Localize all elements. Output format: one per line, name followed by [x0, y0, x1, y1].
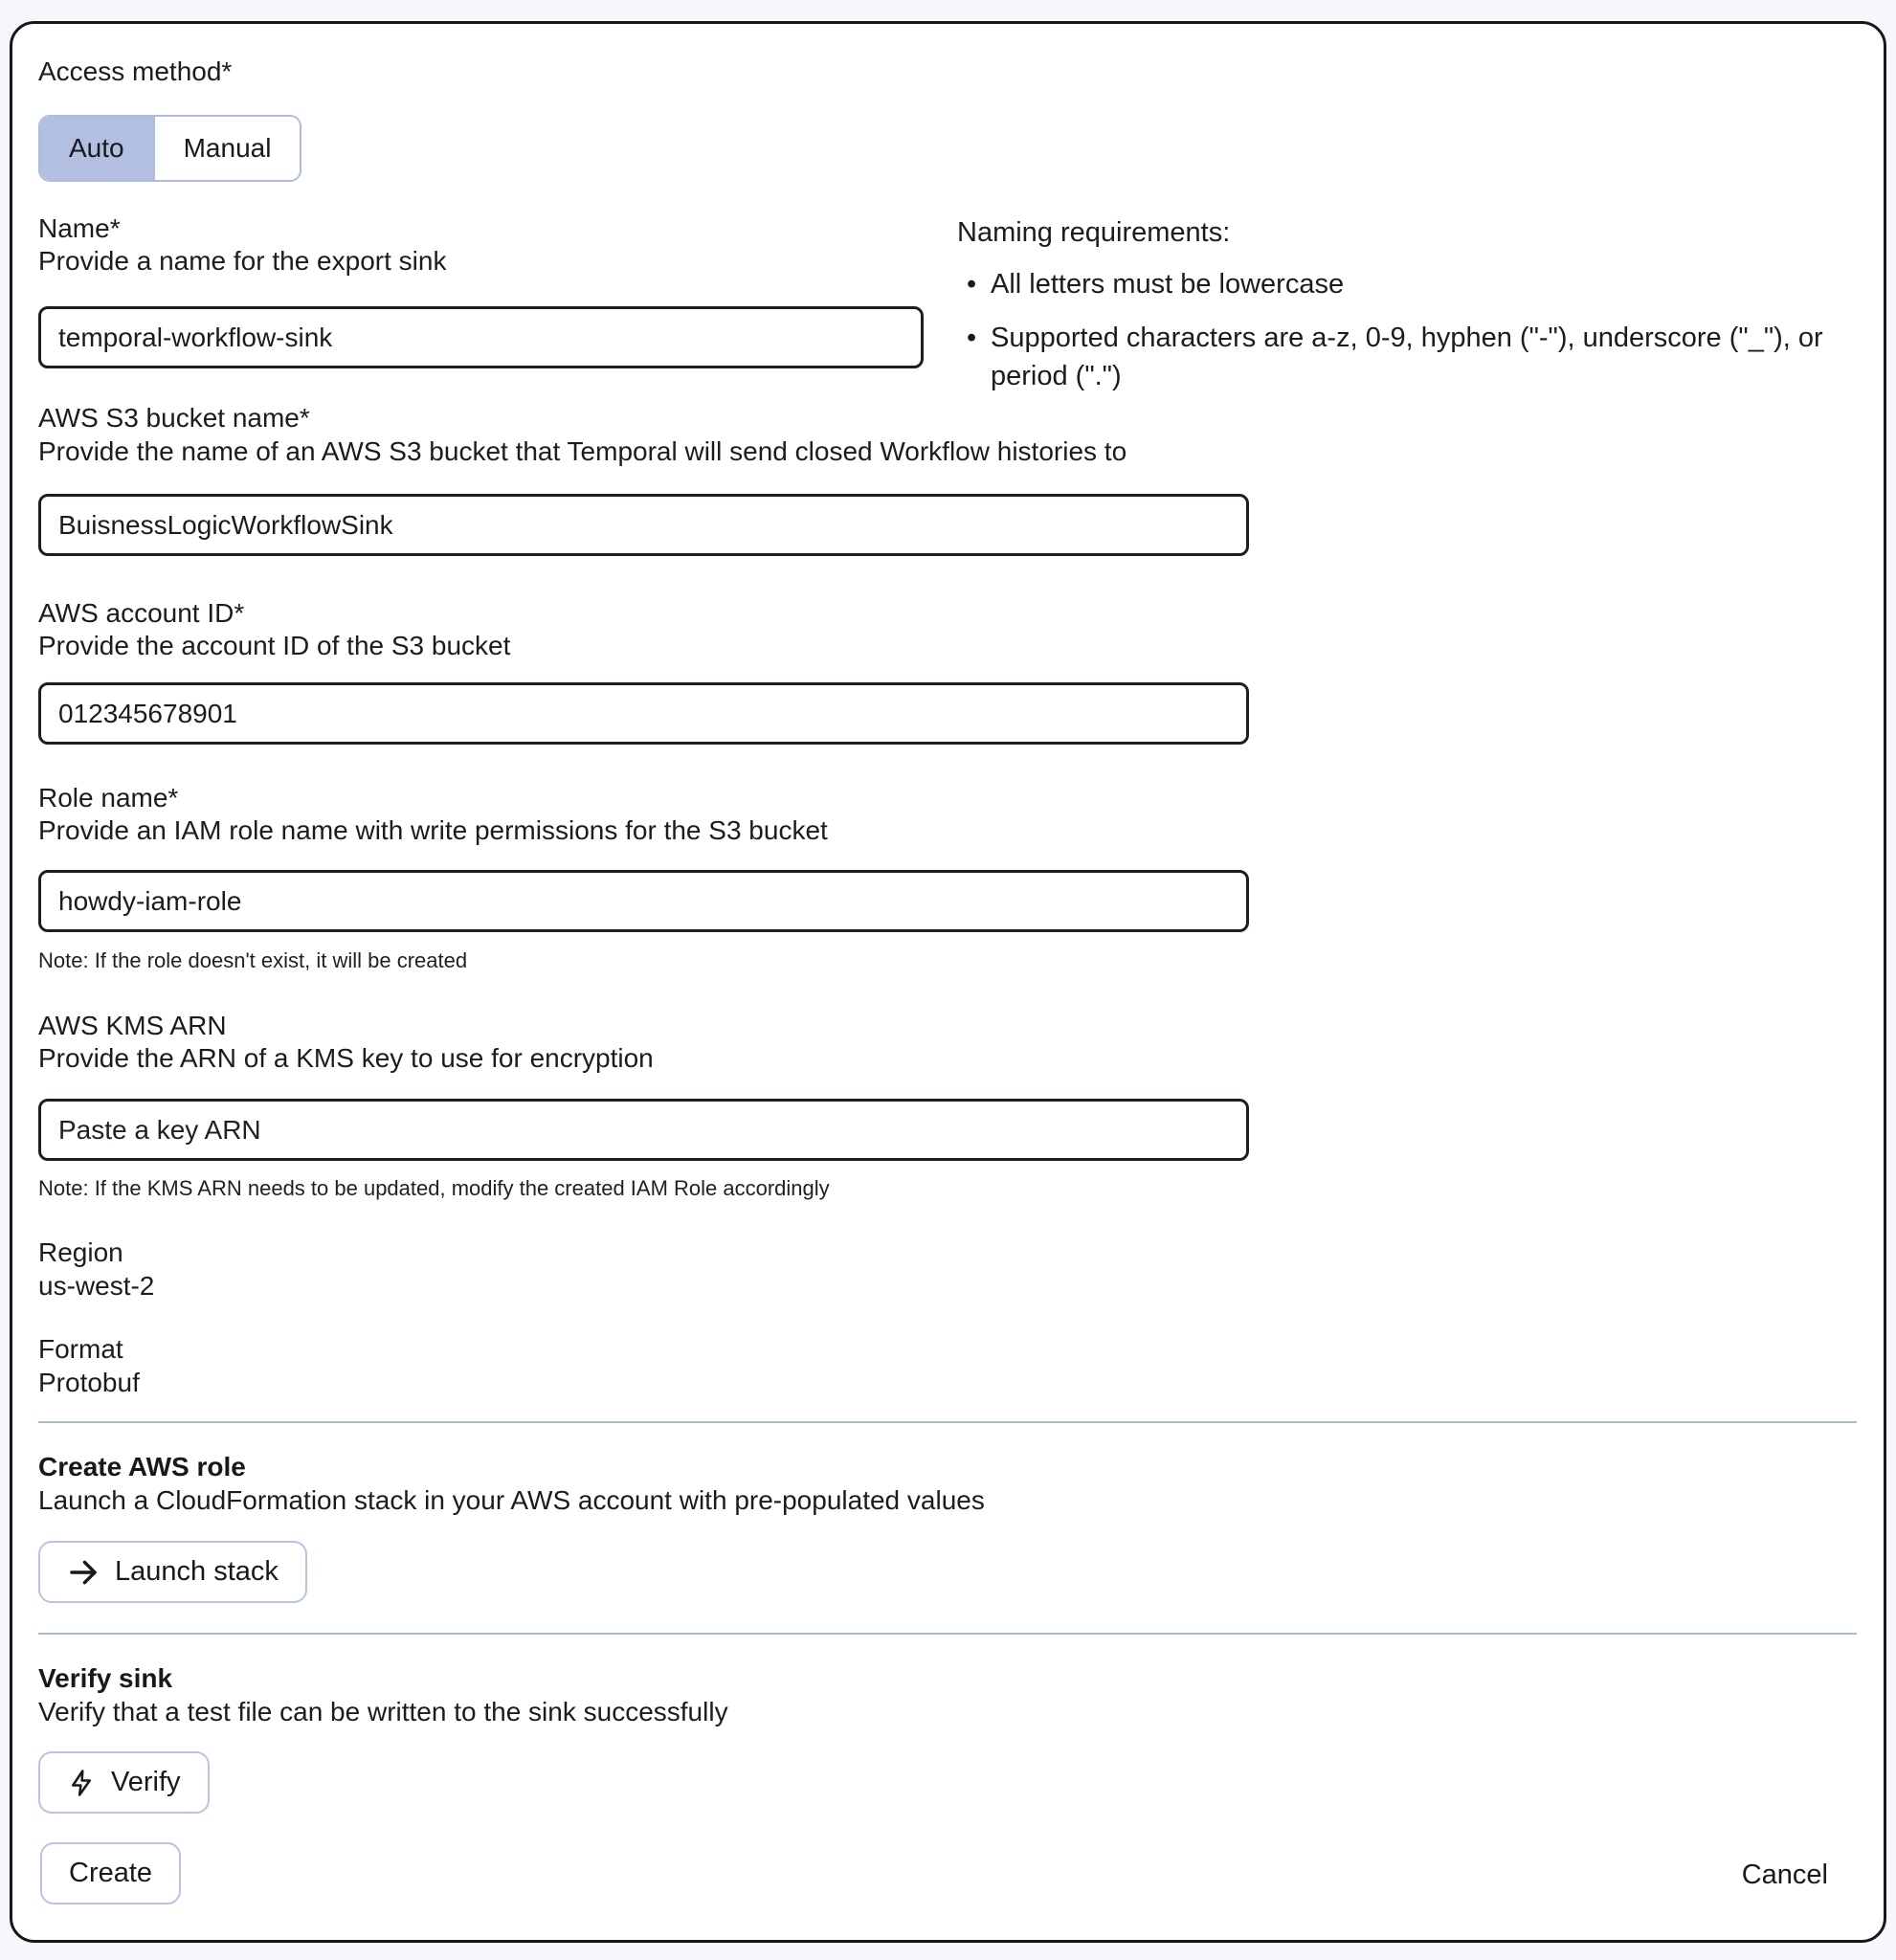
- bullet-icon: •: [967, 323, 977, 353]
- cancel-button[interactable]: Cancel: [1741, 1860, 1828, 1890]
- export-sink-form-card: [10, 21, 1886, 1943]
- naming-requirements: [957, 215, 1862, 395]
- role-name-label: Role name*: [38, 783, 179, 813]
- role-name-note: Note: If the role doesn't exist, it will be created: [38, 948, 468, 972]
- kms-arn-description: Provide the ARN of a KMS key to use for encryption: [38, 1043, 654, 1073]
- naming-requirements-title: Naming requirements:: [957, 217, 1231, 248]
- arrow-right-icon: [67, 1556, 100, 1589]
- region-value: us-west-2: [38, 1271, 155, 1301]
- name-field-label: Name*: [38, 213, 121, 243]
- toggle-option-auto[interactable]: Auto: [40, 117, 153, 180]
- launch-stack-button[interactable]: [38, 1541, 307, 1603]
- naming-requirements-list: [957, 265, 1862, 395]
- kms-arn-note: Note: If the KMS ARN needs to be updated, modify the created IAM Role accordingly: [38, 1176, 830, 1200]
- account-id-input[interactable]: [38, 682, 1249, 745]
- access-method-toggle: [38, 115, 301, 182]
- section-divider: [38, 1421, 1857, 1423]
- role-name-description: Provide an IAM role name with write permissions for the S3 bucket: [38, 815, 828, 845]
- lightning-icon: [67, 1768, 96, 1798]
- verify-sink-description: Verify that a test file can be written to the sink successfully: [38, 1697, 728, 1726]
- role-name-input[interactable]: [38, 870, 1249, 932]
- create-role-description: Launch a CloudFormation stack in your AWS account with pre-populated values: [38, 1485, 985, 1515]
- section-divider: [38, 1633, 1857, 1635]
- region-label: Region: [38, 1237, 123, 1267]
- name-input[interactable]: [38, 306, 924, 368]
- verify-button[interactable]: [38, 1751, 210, 1814]
- naming-requirement-item: • Supported characters are a-z, 0-9, hyphen ("-"), underscore ("_"), or period ("."): [957, 319, 1862, 395]
- s3-bucket-description: Provide the name of an AWS S3 bucket that Temporal will send closed Workflow histories to: [38, 436, 1127, 466]
- format-value: Protobuf: [38, 1368, 140, 1397]
- s3-bucket-input[interactable]: [38, 494, 1249, 556]
- s3-bucket-label: AWS S3 bucket name*: [38, 403, 310, 433]
- kms-arn-input[interactable]: [38, 1099, 1249, 1161]
- create-label: Create: [69, 1858, 153, 1888]
- bullet-icon: •: [967, 269, 977, 300]
- access-method-label: Access method*: [38, 56, 233, 86]
- format-label: Format: [38, 1334, 123, 1364]
- verify-label: Verify: [111, 1767, 181, 1797]
- account-id-description: Provide the account ID of the S3 bucket: [38, 631, 511, 660]
- account-id-label: AWS account ID*: [38, 598, 245, 628]
- create-button[interactable]: [40, 1842, 181, 1904]
- kms-arn-label: AWS KMS ARN: [38, 1011, 227, 1040]
- create-role-title: Create AWS role: [38, 1452, 246, 1481]
- launch-stack-label: Launch stack: [115, 1556, 279, 1587]
- name-field-description: Provide a name for the export sink: [38, 246, 447, 276]
- naming-requirement-item: • All letters must be lowercase: [957, 265, 1862, 303]
- verify-sink-title: Verify sink: [38, 1663, 173, 1693]
- toggle-option-manual[interactable]: Manual: [153, 117, 301, 180]
